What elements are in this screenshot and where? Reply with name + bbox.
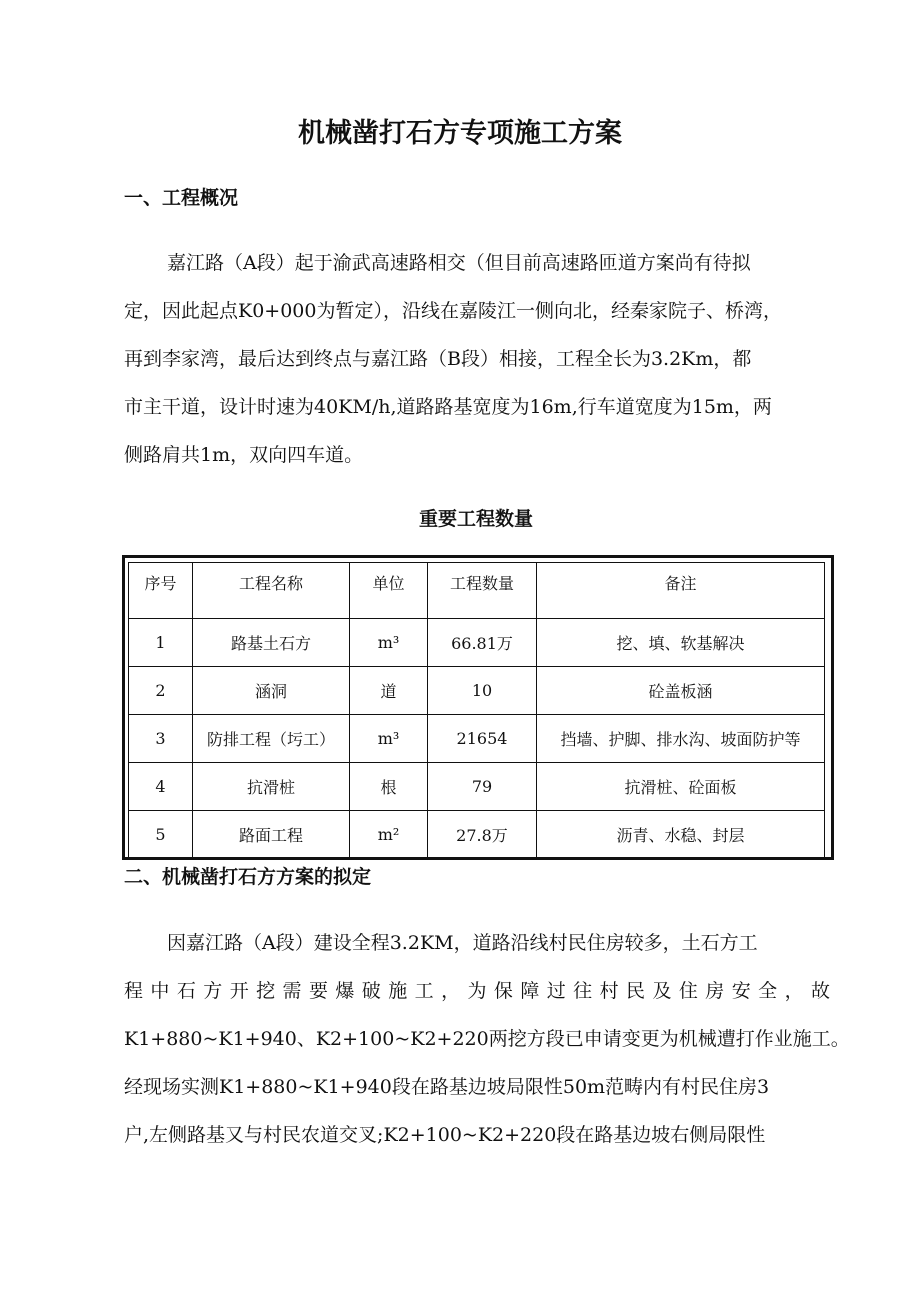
paragraph-line: 程中石方开挖需要爆破施工，为保障过往村民及住房安全，故 [124, 980, 830, 1002]
column-header-remarks: 备注 [537, 563, 825, 619]
table-row [129, 619, 825, 667]
cell-quantity: 10 [428, 667, 537, 715]
cell-unit: m² [350, 811, 428, 859]
cell-remarks: 挖、填、软基解决 [537, 619, 825, 667]
document-title: 机械凿打石方专项施工方案 [298, 118, 622, 149]
cell-remarks: 抗滑桩、砼面板 [537, 763, 825, 811]
paragraph-line: 嘉江路（A段）起于渝武高速路相交（但目前高速路匝道方案尚有待拟 [167, 252, 751, 274]
cell-quantity: 27.8万 [428, 811, 537, 859]
column-header-quantity: 工程数量 [428, 563, 537, 619]
paragraph-line: 因嘉江路（A段）建设全程3.2KM，道路沿线村民住房较多，土石方工 [167, 932, 758, 954]
cell-unit: 道 [350, 667, 428, 715]
cell-quantity: 79 [428, 763, 537, 811]
cell-index: 2 [129, 667, 193, 715]
cell-remarks: 砼盖板涵 [537, 667, 825, 715]
cell-index: 3 [129, 715, 193, 763]
cell-quantity: 21654 [428, 715, 537, 763]
cell-name: 防排工程（圬工） [193, 715, 350, 763]
cell-unit: m³ [350, 715, 428, 763]
cell-name: 路基土石方 [193, 619, 350, 667]
paragraph-line: 经现场实测K1+880~K1+940段在路基边坡局限性50m范畴内有村民住房3 [124, 1076, 770, 1098]
table-title: 重要工程数量 [418, 508, 533, 530]
paragraph-line: 再到李家湾，最后达到终点与嘉江路（B段）相接，工程全长为3.2Km，都 [124, 348, 752, 370]
column-header-name: 工程名称 [193, 563, 350, 619]
paragraph-line: 侧路肩共1m，双向四车道。 [124, 444, 364, 466]
section-1-heading: 一、工程概况 [124, 187, 239, 209]
cell-name: 涵洞 [193, 667, 350, 715]
cell-name: 抗滑桩 [193, 763, 350, 811]
column-header-unit: 单位 [350, 563, 428, 619]
cell-index: 5 [129, 811, 193, 859]
cell-remarks: 沥青、水稳、封层 [537, 811, 825, 859]
table-row [129, 811, 825, 859]
cell-quantity: 66.81万 [428, 619, 537, 667]
quantity-table-frame [122, 555, 834, 860]
section-1-paragraph [124, 239, 830, 479]
paragraph-line: 定，因此起点K0+000为暂定），沿线在嘉陵江一侧向北，经秦家院子、桥湾， [124, 300, 782, 322]
cell-index: 4 [129, 763, 193, 811]
section-2-paragraph [124, 919, 850, 1159]
paragraph-line: 户,左侧路基又与村民农道交叉;K2+100~K2+220段在路基边坡右侧局限性 [124, 1124, 766, 1146]
cell-remarks: 挡墙、护脚、排水沟、坡面防护等 [537, 715, 825, 763]
table-row [129, 715, 825, 763]
section-2-heading: 二、机械凿打石方方案的拟定 [124, 866, 372, 888]
table-row [129, 667, 825, 715]
cell-unit: m³ [350, 619, 428, 667]
table-row [129, 763, 825, 811]
table-header-row [129, 563, 825, 619]
paragraph-line: K1+880~K1+940、K2+100~K2+220两挖方段已申请变更为机械遭打作业施工。 [124, 1028, 850, 1050]
paragraph-line: 市主干道，设计时速为40KM/h,道路路基宽度为16m,行车道宽度为15m，两 [124, 396, 772, 418]
quantity-table [128, 562, 825, 859]
cell-name: 路面工程 [193, 811, 350, 859]
cell-unit: 根 [350, 763, 428, 811]
cell-index: 1 [129, 619, 193, 667]
column-header-index: 序号 [129, 563, 193, 619]
